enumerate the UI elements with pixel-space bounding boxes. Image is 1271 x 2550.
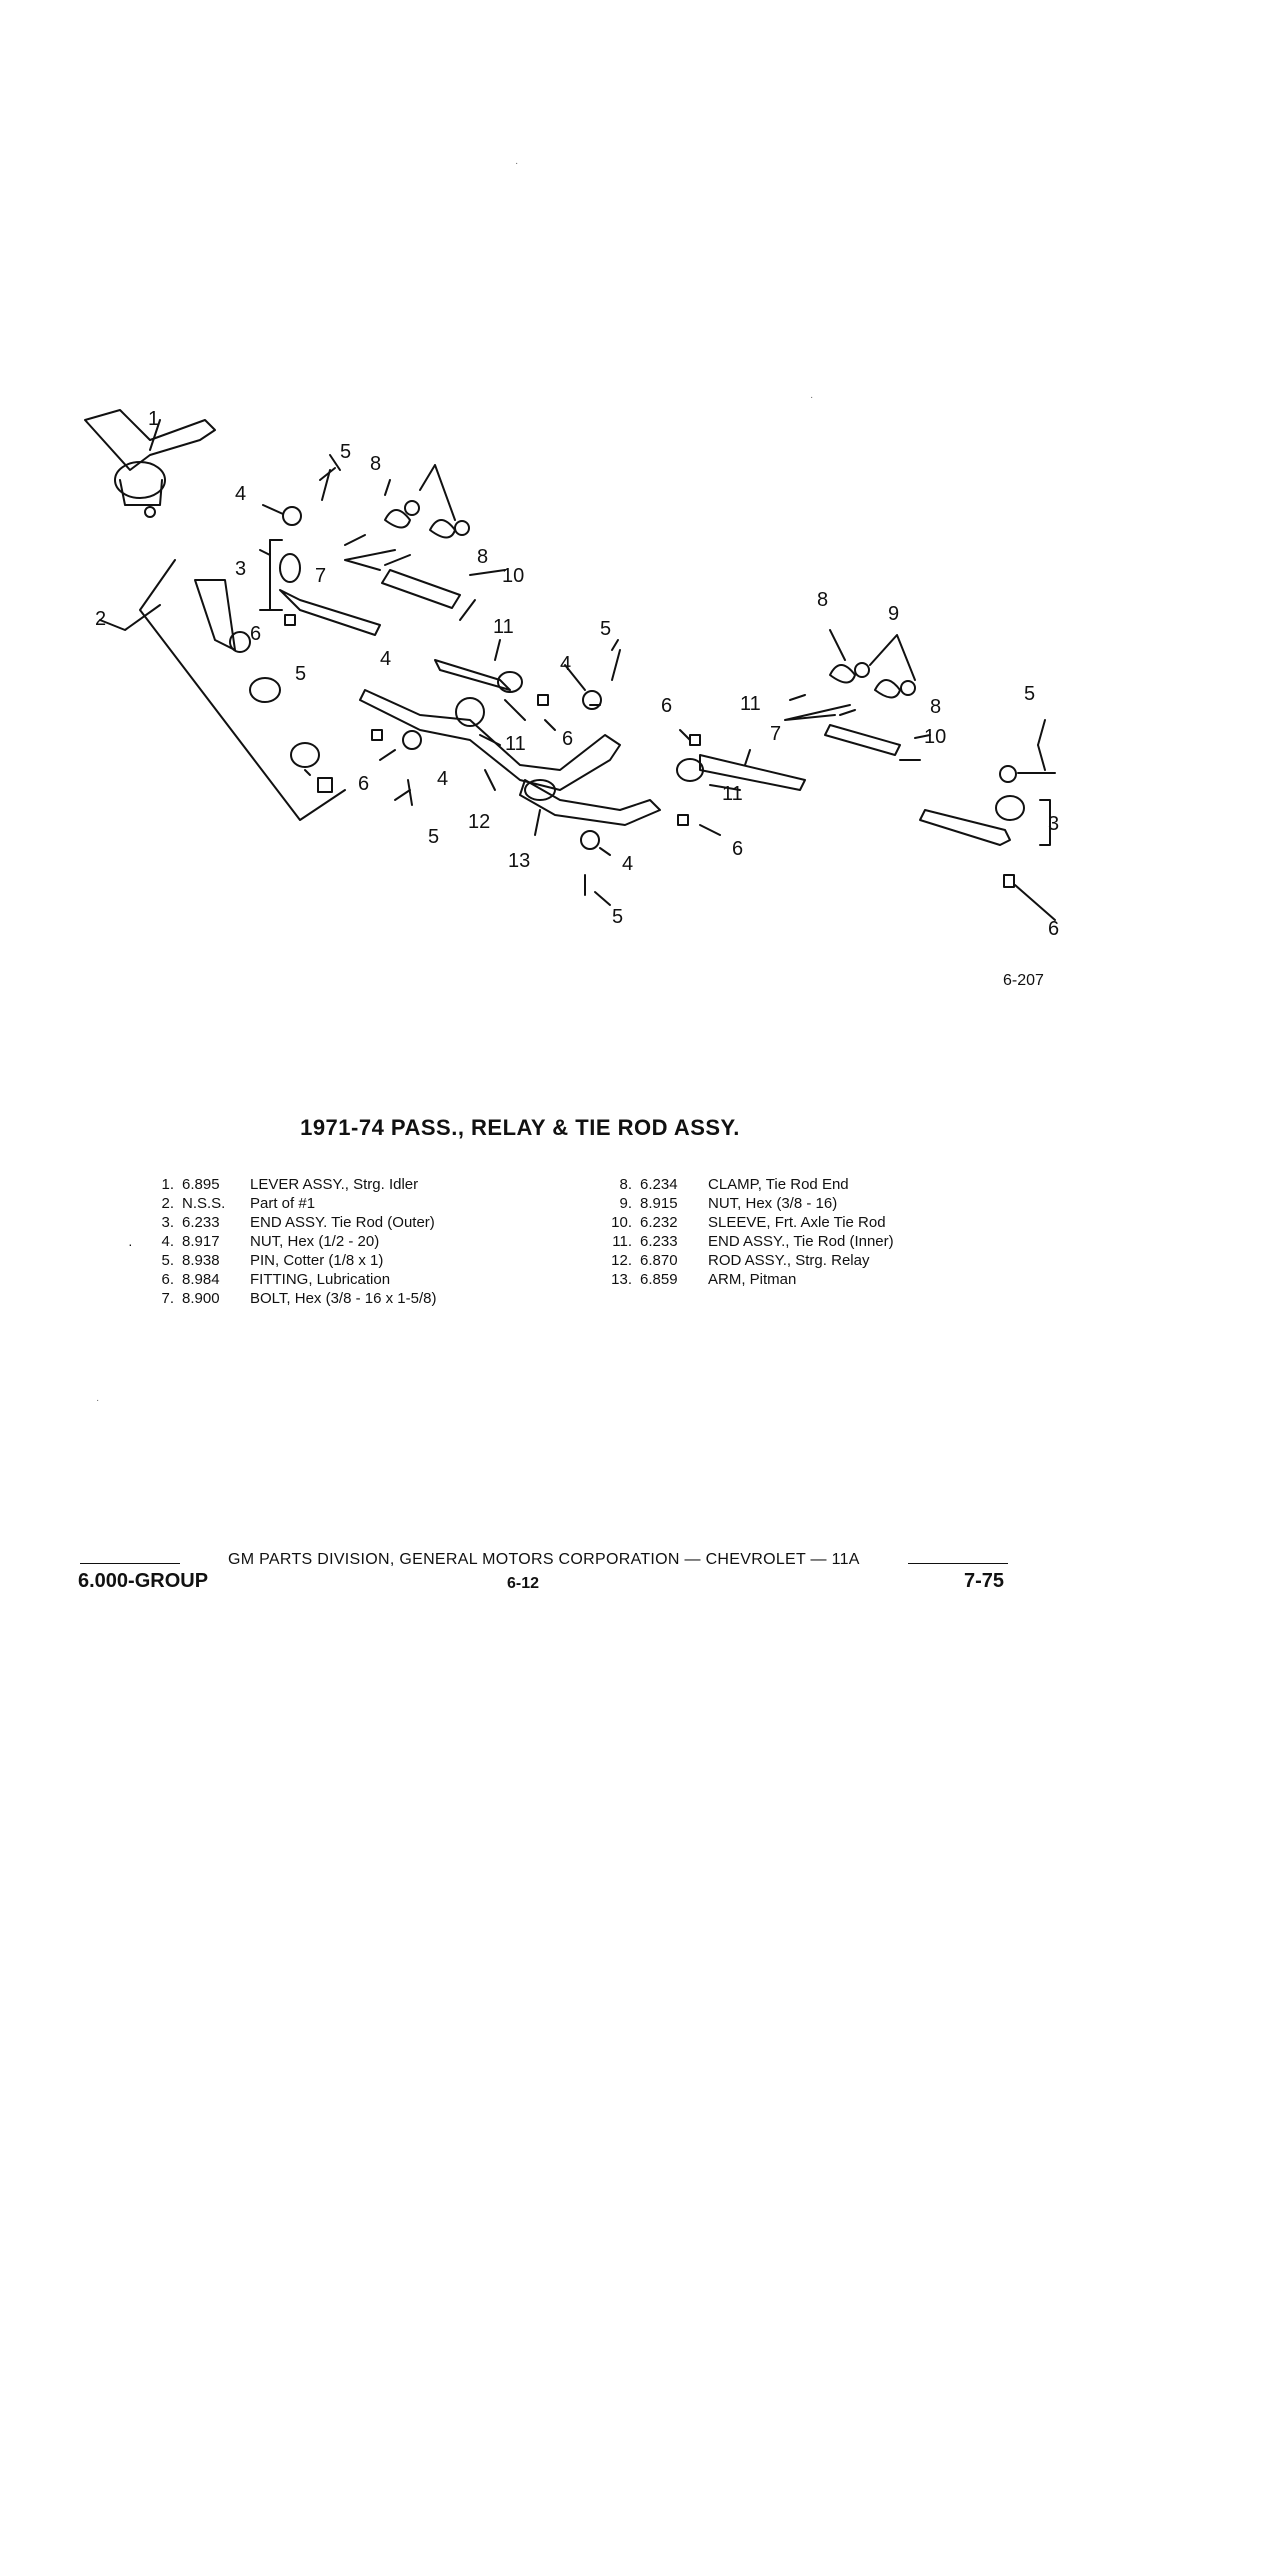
part-row: 2. N.S.S. Part of #1 [161,1195,316,1212]
callout-4: 4 [437,768,449,790]
callout-2: 2 [95,608,107,630]
callout-6: 6 [661,695,673,717]
figure-number: 6-207 [1003,972,1044,989]
callout-7: 7 [770,723,782,745]
callout-6: 6 [250,623,262,645]
footer-rule-right [908,1563,1008,1564]
bracket-2-part [140,560,345,820]
parts-list-left [140,1175,436,1308]
part-row: 11. 6.233 END ASSY., Tie Rod (Inner) [612,1233,894,1250]
speck-mark: · [515,158,519,169]
part-row: 5. 8.938 PIN, Cotter (1/8 x 1) [161,1252,384,1269]
callout-5: 5 [295,663,307,685]
callout-5: 5 [612,906,624,928]
callout-5: 5 [340,441,352,463]
callout-9: 9 [888,603,900,625]
callout-6: 6 [1048,918,1060,940]
callout-8: 8 [817,589,829,611]
part-row: 1. 6.895 LEVER ASSY., Strg. Idler [161,1176,419,1193]
callout-13: 13 [508,850,531,872]
part-row: 3. 6.233 END ASSY. Tie Rod (Outer) [161,1214,435,1231]
outer-tie-rod-left [280,590,380,635]
callout-8: 8 [930,696,942,718]
page-title: 1971-74 PASS., RELAY & TIE ROD ASSY. [300,1115,740,1140]
sleeve-right [825,725,900,755]
inner-tie-rod-right [700,755,805,790]
speck-mark: · [810,392,814,403]
callout-5: 5 [600,618,612,640]
page-number: 6-12 [507,1575,540,1592]
callout-8: 8 [370,453,382,475]
callout-5: 5 [428,826,440,848]
part-row: 6. 8.984 FITTING, Lubrication [161,1271,391,1288]
speck-mark: · [96,1395,100,1406]
revision-date: 7-75 [964,1570,1005,1592]
callout-5: 5 [1024,683,1036,705]
callout-4: 4 [622,853,634,875]
callout-3: 3 [235,558,247,580]
part-row: 7. 8.900 BOLT, Hex (3/8 - 16 x 1-5/8) [161,1290,437,1307]
callout-12: 12 [468,811,491,833]
callout-7: 7 [315,565,327,587]
part-row: 10. 6.232 SLEEVE, Frt. Axle Tie Rod [611,1214,886,1231]
callout-4: 4 [560,653,572,675]
footer-rule-left [80,1563,180,1564]
callout-6: 6 [562,728,574,750]
pitman-arm-part [520,780,660,825]
part-row: 12. 6.870 ROD ASSY., Strg. Relay [611,1252,870,1269]
footer-publisher: GM PARTS DIVISION, GENERAL MOTORS CORPORATION — CHEVROLET — 11A [228,1551,860,1568]
parts-list-right [598,1175,894,1289]
callout-11: 11 [722,783,743,805]
callout-8: 8 [477,546,489,568]
callout-10: 10 [924,726,947,748]
group-number: 6.000-GROUP [78,1570,209,1592]
exploded-diagram [0,0,1271,1060]
part-row: 13. 6.859 ARM, Pitman [611,1271,797,1288]
callout-11: 11 [740,693,761,715]
callout-3: 3 [1048,813,1060,835]
part-row: 4. 8.917 NUT, Hex (1/2 - 20) [161,1233,380,1250]
callout-6: 6 [732,838,744,860]
callout-4: 4 [235,483,247,505]
callout-4: 4 [380,648,392,670]
sleeve-left [382,570,460,608]
callout-11: 11 [505,733,526,755]
callout-6: 6 [358,773,370,795]
callout-11: 11 [493,616,514,638]
outer-tie-rod-right [920,810,1010,845]
speck-mark: · [128,1236,133,1252]
diagram-callouts [95,408,1059,940]
callout-10: 10 [502,565,525,587]
callout-1: 1 [148,408,160,430]
part-row: 9. 8.915 NUT, Hex (3/8 - 16) [619,1195,838,1212]
part-row: 8. 6.234 CLAMP, Tie Rod End [619,1176,849,1193]
